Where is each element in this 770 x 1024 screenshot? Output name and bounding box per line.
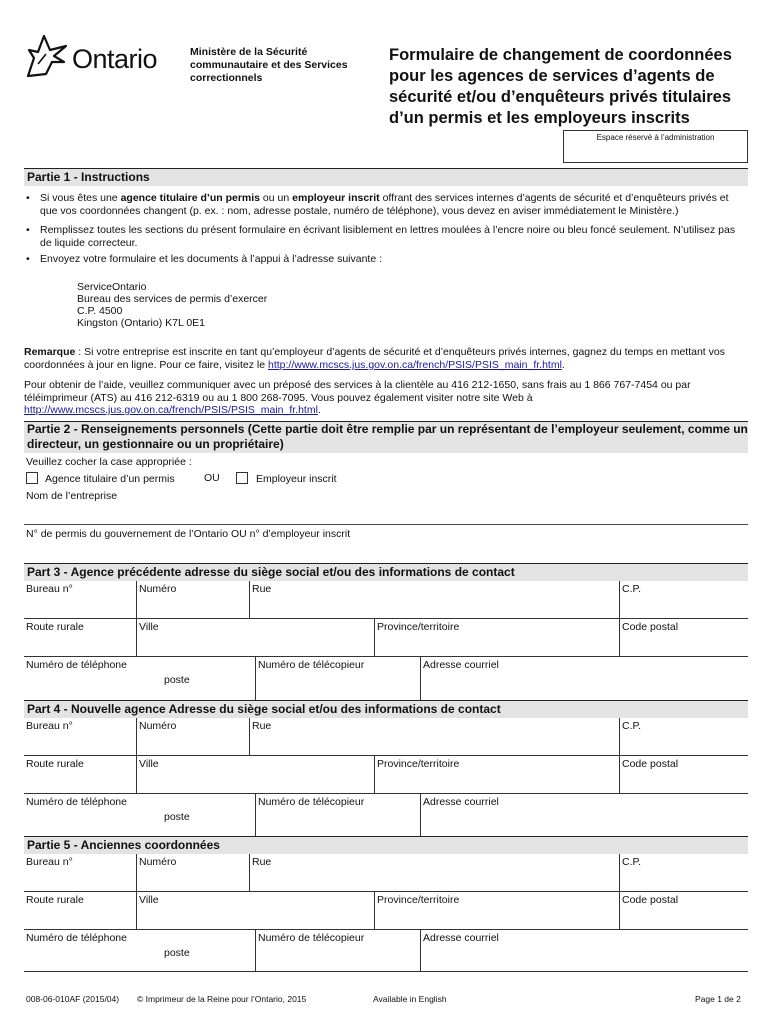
numero-field[interactable] bbox=[136, 854, 249, 891]
online-update-link[interactable]: http://www.mcscs.jus.gov.on.ca/french/PSIS/PSIS_main_fr.html bbox=[267, 359, 562, 371]
bureau-field[interactable] bbox=[24, 854, 136, 891]
telephone-label: Numéro de téléphone bbox=[26, 796, 127, 808]
licensed-agency-label: Agence titulaire d’un permis bbox=[45, 473, 175, 485]
ville-field[interactable] bbox=[136, 892, 374, 929]
code-postal-label: Code postal bbox=[622, 894, 679, 906]
ville-field[interactable] bbox=[136, 619, 374, 656]
address-row bbox=[24, 756, 748, 794]
rue-field[interactable] bbox=[249, 718, 619, 755]
province-field[interactable] bbox=[374, 756, 619, 793]
rue-label: Rue bbox=[252, 583, 272, 595]
code-postal-label: Code postal bbox=[622, 621, 679, 633]
courriel-field[interactable] bbox=[420, 930, 748, 972]
telephone-field[interactable] bbox=[24, 930, 255, 972]
admin-reserved-label: Espace réservé à l’administration bbox=[596, 133, 715, 142]
cp-label: C.P. bbox=[622, 856, 642, 868]
courriel-label: Adresse courriel bbox=[423, 659, 499, 671]
website-link[interactable]: http://www.mcscs.jus.gov.on.ca/french/PSIS/PSIS_main_fr.html bbox=[24, 404, 318, 416]
ville-label: Ville bbox=[139, 894, 159, 906]
courriel-field[interactable] bbox=[420, 794, 748, 836]
numero-label: Numéro bbox=[139, 856, 177, 868]
form-title: Formulaire de changement de coordonnées pour les agences de services d’agents de sécurité et/ou d’enquêteurs privés titulaires d’un permis et les employeurs inscrits bbox=[389, 46, 732, 127]
ville-label: Ville bbox=[139, 758, 159, 770]
bureau-label: Bureau n° bbox=[26, 583, 73, 595]
copyright: © Imprimeur de la Reine pour l’Ontario, 2015 bbox=[137, 994, 307, 1004]
contact-row bbox=[24, 794, 748, 836]
rue-field[interactable] bbox=[249, 854, 619, 891]
address-row bbox=[24, 718, 748, 756]
company-name-field[interactable] bbox=[24, 504, 748, 525]
courriel-label: Adresse courriel bbox=[423, 932, 499, 944]
code-postal-field[interactable] bbox=[619, 892, 748, 929]
route-rurale-label: Route rurale bbox=[26, 758, 84, 770]
help-paragraph: Pour obtenir de l’aide, veuillez communiquer avec un préposé des services à la clientèle au 416 212-1650, sans frais au 1 866 767-7454 ou par téléimprimeur (ATS) au 416 212-6319 ou au 1 800 268-7095. Vous pouvez également visiter notre site Web à http://www.mcscs.jus.gov.on.ca/french/PSIS/PSIS_main_fr.html. bbox=[24, 379, 691, 416]
rue-field[interactable] bbox=[249, 581, 619, 618]
province-field[interactable] bbox=[374, 619, 619, 656]
cp-field[interactable] bbox=[619, 718, 748, 755]
province-label: Province/territoire bbox=[377, 621, 460, 633]
rue-label: Rue bbox=[252, 720, 272, 732]
telecopieur-label: Numéro de télécopieur bbox=[258, 932, 365, 944]
instruction-item: • Si vous êtes une agence titulaire d’un permis ou un employeur inscrit offrant des services internes d’agents de sécurité et d’enquêteurs privés et que vos coordonnées changent (p. ex. : nom, adresse postale, numéro de téléphone), vous devez en aviser immédiatement le Ministère.) bbox=[24, 192, 748, 217]
route-rurale-field[interactable] bbox=[24, 756, 136, 793]
part4-heading: Part 4 - Nouvelle agence Adresse du siège social et/ou des informations de contact bbox=[24, 700, 748, 718]
part3-heading: Part 3 - Agence précédente adresse du siège social et/ou des informations de contact bbox=[24, 563, 748, 581]
instruction-item: • Envoyez votre formulaire et les documents à l’appui à l’adresse suivante : bbox=[24, 253, 748, 266]
company-name-label: Nom de l’entreprise bbox=[26, 490, 118, 502]
route-rurale-label: Route rurale bbox=[26, 621, 84, 633]
numero-field[interactable] bbox=[136, 718, 249, 755]
address-row bbox=[24, 619, 748, 657]
telecopieur-field[interactable] bbox=[255, 657, 420, 700]
ville-field[interactable] bbox=[136, 756, 374, 793]
or-label: OU bbox=[204, 472, 220, 484]
part1-heading: Partie 1 - Instructions bbox=[24, 168, 748, 186]
courriel-label: Adresse courriel bbox=[423, 796, 499, 808]
instruction-item: • Remplissez toutes les sections du présent formulaire en écrivant lisiblement en lettres moulées à l’encre noire ou bleu foncé seulement. N’utilisez pas de liquide correcteur. bbox=[24, 224, 748, 249]
telecopieur-label: Numéro de télécopieur bbox=[258, 796, 365, 808]
checkbox-instruction: Veuillez cocher la case appropriée : bbox=[26, 456, 192, 468]
telephone-label: Numéro de téléphone bbox=[26, 659, 127, 671]
registered-employer-label: Employeur inscrit bbox=[256, 473, 337, 485]
contact-row bbox=[24, 657, 748, 700]
numero-label: Numéro bbox=[139, 583, 177, 595]
bureau-label: Bureau n° bbox=[26, 856, 73, 868]
ville-label: Ville bbox=[139, 621, 159, 633]
telephone-field[interactable] bbox=[24, 657, 255, 700]
bureau-field[interactable] bbox=[24, 581, 136, 618]
part2-heading: Partie 2 - Renseignements personnels (Cette partie doit être remplie par un représentant de l’employeur seulement, comme un directeur, un gestionnaire ou un propriétaire) bbox=[24, 421, 748, 453]
logo-wordmark: Ontario bbox=[72, 44, 158, 74]
cp-label: C.P. bbox=[622, 583, 642, 595]
province-label: Province/territoire bbox=[377, 758, 460, 770]
page-number: Page 1 de 2 bbox=[695, 994, 741, 1004]
part4-address-grid bbox=[24, 718, 748, 836]
telecopieur-field[interactable] bbox=[255, 794, 420, 836]
code-postal-field[interactable] bbox=[619, 619, 748, 656]
cp-label: C.P. bbox=[622, 720, 642, 732]
poste-label: poste bbox=[164, 947, 190, 959]
mailing-address: ServiceOntario Bureau des services de permis d’exercer C.P. 4500 Kingston (Ontario) K7L 0E1 bbox=[77, 281, 268, 329]
ministry-name: Ministère de la Sécurité communautaire et des Services correctionnels bbox=[190, 46, 348, 84]
province-field[interactable] bbox=[374, 892, 619, 929]
permit-number-field[interactable] bbox=[24, 542, 748, 562]
route-rurale-field[interactable] bbox=[24, 892, 136, 929]
registered-employer-checkbox[interactable] bbox=[236, 472, 248, 484]
instructions-list bbox=[24, 192, 748, 272]
part5-heading: Partie 5 - Anciennes coordonnées bbox=[24, 836, 748, 854]
cp-field[interactable] bbox=[619, 581, 748, 618]
numero-field[interactable] bbox=[136, 581, 249, 618]
part5-address-grid bbox=[24, 854, 748, 972]
code-postal-label: Code postal bbox=[622, 758, 679, 770]
rue-label: Rue bbox=[252, 856, 272, 868]
available-in-english: Available in English bbox=[373, 994, 447, 1004]
admin-reserved-box bbox=[563, 130, 748, 163]
address-row bbox=[24, 581, 748, 619]
remark-paragraph: Remarque : Si votre entreprise est inscrite en tant qu’employeur d’agents de sécurité et d’enquêteurs privés internes, gagnez du temps en mettant vos coordonnées à jour en ligne. Pour ce faire, visitez le http://www.mcscs.jus.gov.on.ca/french/PSIS/PSIS_main_fr.html. bbox=[24, 346, 725, 371]
bureau-label: Bureau n° bbox=[26, 720, 73, 732]
part3-address-grid bbox=[24, 581, 748, 700]
code-postal-field[interactable] bbox=[619, 756, 748, 793]
address-row bbox=[24, 854, 748, 892]
cp-field[interactable] bbox=[619, 854, 748, 891]
telecopieur-label: Numéro de télécopieur bbox=[258, 659, 365, 671]
telephone-label: Numéro de téléphone bbox=[26, 932, 127, 944]
contact-row bbox=[24, 930, 748, 972]
route-rurale-label: Route rurale bbox=[26, 894, 84, 906]
poste-label: poste bbox=[164, 811, 190, 823]
route-rurale-field[interactable] bbox=[24, 619, 136, 656]
licensed-agency-checkbox[interactable] bbox=[26, 472, 38, 484]
permit-number-label: N° de permis du gouvernement de l’Ontario OU n° d’employeur inscrit bbox=[26, 528, 351, 540]
courriel-field[interactable] bbox=[420, 657, 748, 700]
numero-label: Numéro bbox=[139, 720, 177, 732]
poste-label: poste bbox=[164, 674, 190, 686]
telephone-field[interactable] bbox=[24, 794, 255, 836]
bureau-field[interactable] bbox=[24, 718, 136, 755]
province-label: Province/territoire bbox=[377, 894, 460, 906]
address-row bbox=[24, 892, 748, 930]
form-number: 008-06-010AF (2015/04) bbox=[26, 994, 120, 1004]
telecopieur-field[interactable] bbox=[255, 930, 420, 972]
